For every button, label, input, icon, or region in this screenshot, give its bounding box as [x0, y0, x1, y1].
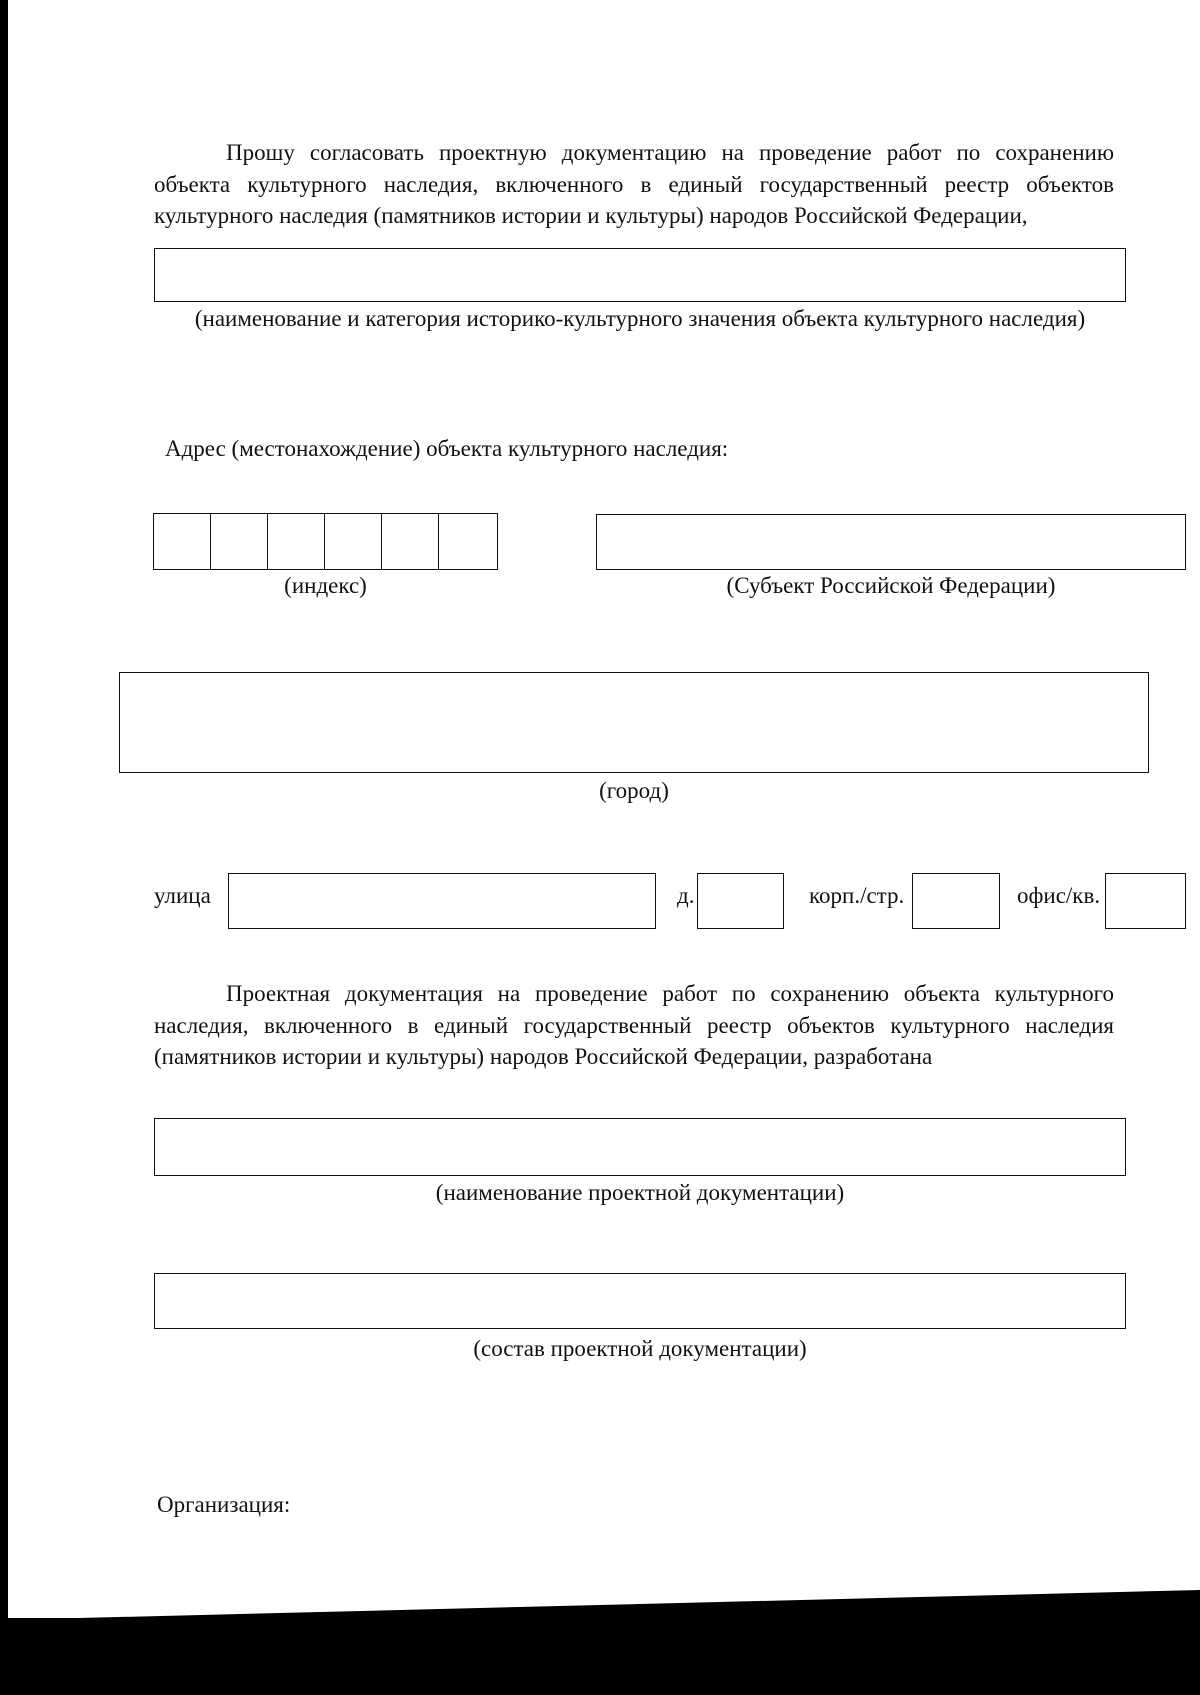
subject-caption: (Субъект Российской Федерации)	[726, 573, 1056, 598]
city-caption: (город)	[599, 778, 669, 803]
request-paragraph	[154, 137, 1114, 232]
street-field[interactable]	[228, 873, 656, 929]
doc-name-field[interactable]	[154, 1118, 1126, 1176]
doc-name-caption: (наименование проектной документации)	[435, 1180, 845, 1205]
house-label: д.	[677, 883, 695, 908]
building-field[interactable]	[912, 873, 1000, 929]
object-name-field[interactable]	[154, 248, 1126, 302]
doc-composition-caption: (состав проектной документации)	[473, 1336, 807, 1361]
subject-field[interactable]	[596, 514, 1186, 570]
postal-index-field[interactable]	[153, 513, 498, 570]
request-paragraph-text: Прошу согласовать проектную документацию на проведение работ по сохранению объекта культурного наследия, включенного в единый государственный реестр объектов культурного наследия (памятников истории и культуры) народов Российской Федерации,	[154, 140, 1114, 228]
developed-paragraph	[154, 978, 1114, 1073]
city-field[interactable]	[119, 672, 1149, 773]
index-digit-cell[interactable]	[268, 514, 325, 569]
index-caption: (индекс)	[284, 573, 367, 598]
address-heading: Адрес (местонахождение) объекта культурного наследия:	[165, 436, 729, 461]
house-field[interactable]	[697, 873, 784, 929]
doc-composition-field[interactable]	[154, 1273, 1126, 1329]
office-label: офис/кв.	[1017, 883, 1101, 908]
object-name-caption: (наименование и категория историко-культурного значения объекта культурного наследия)	[194, 306, 1086, 331]
street-label: улица	[154, 883, 211, 908]
office-field[interactable]	[1105, 873, 1186, 929]
developed-paragraph-text: Проектная документация на проведение работ по сохранению объекта культурного наследия, включенного в единый государственный реестр объектов культурного наследия (памятников истории и культуры) народов Российской Федерации, разработана	[154, 981, 1114, 1069]
building-label: корп./стр.	[809, 883, 905, 908]
index-digit-cell[interactable]	[211, 514, 268, 569]
organization-label: Организация:	[157, 1492, 291, 1517]
scan-edge-left	[0, 0, 8, 1695]
scan-edge-bottom-wedge	[0, 1590, 1200, 1620]
index-digit-cell[interactable]	[382, 514, 439, 569]
index-digit-cell[interactable]	[325, 514, 382, 569]
scan-edge-bottom	[0, 1618, 1200, 1695]
index-digit-cell[interactable]	[154, 514, 211, 569]
